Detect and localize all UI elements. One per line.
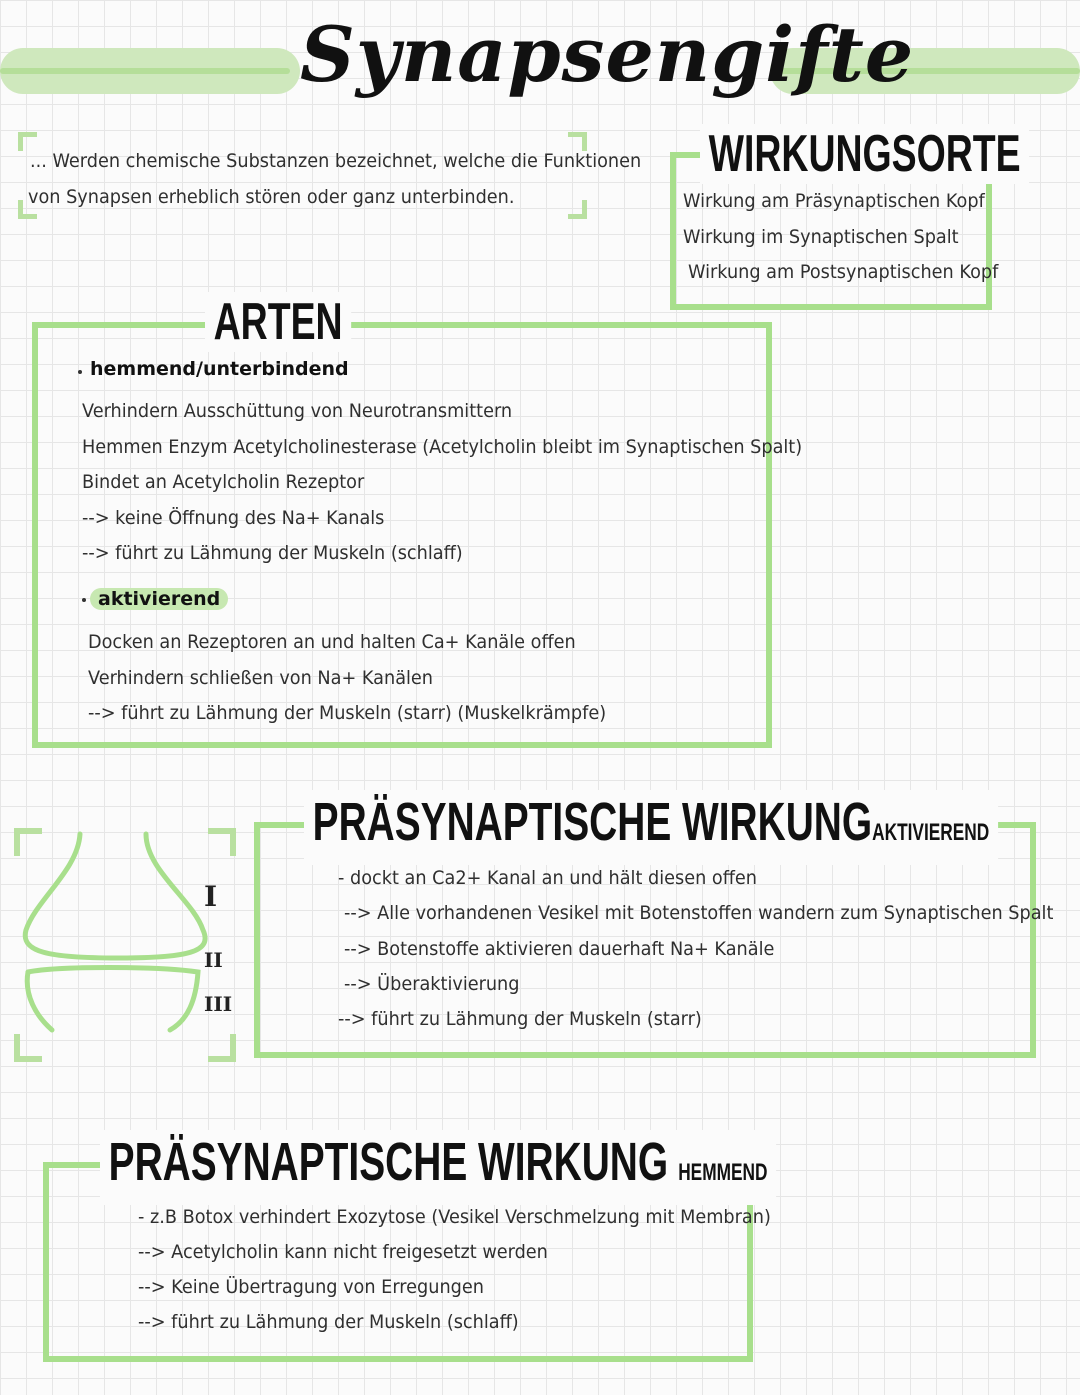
arten-aktivierend-line: Verhindern schließen von Na+ Kanälen <box>88 667 434 689</box>
diagram-label-III: III <box>204 992 233 1016</box>
praesyn-hemm-line: --> Acetylcholin kann nicht freigesetzt werden <box>138 1241 548 1263</box>
praesyn-aktiv-line: - dockt an Ca2+ Kanal an und hält diesen offen <box>338 867 757 889</box>
praesyn-hemm-subtitle: HEMMEND <box>678 1159 768 1186</box>
page-title: Synapsengifte <box>300 10 915 99</box>
praesyn-hemm-line: - z.B Botox verhindert Exozytose (Vesikel Verschmelzung mit Membran) <box>138 1206 771 1228</box>
arten-aktivierend-line: --> führt zu Lähmung der Muskeln (starr) (Muskelkrämpfe) <box>88 702 607 724</box>
praesyn-aktiv-line: --> Alle vorhandenen Vesikel mit Botenstoffen wandern zum Synaptischen Spalt <box>344 902 1054 924</box>
tag-hemmend: hemmend/unterbindend <box>90 358 349 380</box>
diagram-label-II: II <box>204 948 223 972</box>
praesyn-aktiv-heading <box>304 790 998 865</box>
wirkungsorte-heading: WIRKUNGSORTE <box>700 124 1029 184</box>
arten-hemmend-line: Verhindern Ausschüttung von Neurotransmittern <box>82 400 513 422</box>
arten-hemmend-line: --> führt zu Lähmung der Muskeln (schlaff) <box>82 542 463 564</box>
arten-hemmend-line: Hemmen Enzym Acetylcholinesterase (Acetylcholin bleibt im Synaptischen Spalt) <box>82 436 803 458</box>
praesyn-hemm-line: --> Keine Übertragung von Erregungen <box>138 1276 484 1298</box>
praesyn-aktiv-title: PRÄSYNAPTISCHE WIRKUNG <box>312 792 873 852</box>
praesyn-hemm-title: PRÄSYNAPTISCHE WIRKUNG <box>108 1132 669 1192</box>
bracket-corner-br <box>568 200 587 219</box>
bracket-corner-tl <box>18 132 37 151</box>
synapse-diagram-icon <box>18 830 218 1050</box>
wirkungsort-item: Wirkung am Präsynaptischen Kopf <box>683 190 985 212</box>
wirkungsort-item: Wirkung im Synaptischen Spalt <box>683 226 959 248</box>
tag-aktivierend: aktivierend <box>90 588 228 610</box>
praesyn-hemm-heading <box>100 1130 776 1205</box>
definition-line-1: ... Werden chemische Substanzen bezeichnet, welche die Funktionen <box>30 150 642 172</box>
arten-heading: ARTEN <box>205 292 351 352</box>
arten-aktivierend-line: Docken an Rezeptoren an und halten Ca+ Kanäle offen <box>88 631 576 653</box>
bullet-dot <box>82 598 86 602</box>
bracket-corner-tr <box>568 132 587 151</box>
praesyn-aktiv-subtitle: AKTIVIEREND <box>872 819 990 846</box>
wirkungsort-item: Wirkung am Postsynaptischen Kopf <box>688 261 999 283</box>
arten-hemmend-line: Bindet an Acetylcholin Rezeptor <box>82 471 365 493</box>
praesyn-aktiv-line: --> führt zu Lähmung der Muskeln (starr) <box>338 1008 702 1030</box>
praesyn-hemm-line: --> führt zu Lähmung der Muskeln (schlaff) <box>138 1311 519 1333</box>
arten-hemmend-line: --> keine Öffnung des Na+ Kanals <box>82 507 385 529</box>
praesyn-aktiv-line: --> Überaktivierung <box>344 973 520 995</box>
praesyn-aktiv-line: --> Botenstoffe aktivieren dauerhaft Na+ Kanäle <box>344 938 775 960</box>
definition-line-2: von Synapsen erheblich stören oder ganz unterbinden. <box>28 186 515 208</box>
title-line-left <box>0 68 290 74</box>
diagram-label-I: I <box>204 880 218 913</box>
